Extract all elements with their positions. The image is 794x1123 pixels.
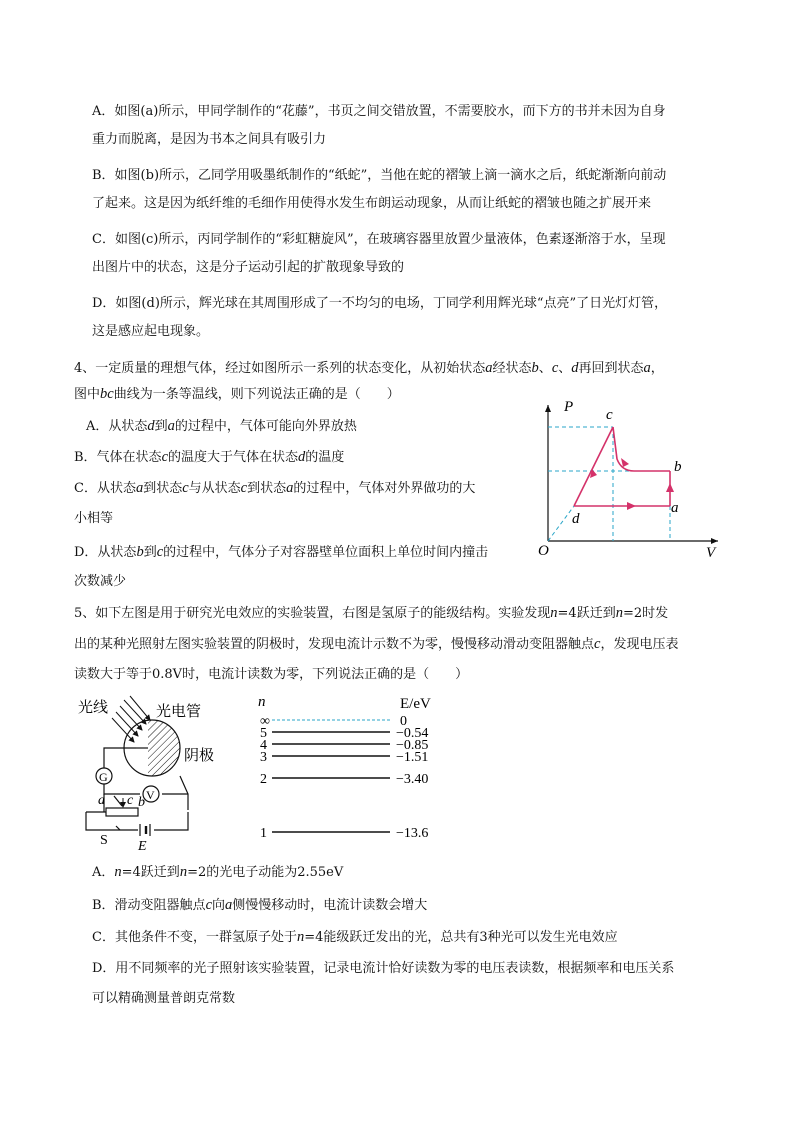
q4-option-d-line1: D．从状态b到c的过程中，气体分子对容器壁单位面积上单位时间内撞击 bbox=[74, 544, 489, 560]
galvanometer-label: G bbox=[99, 770, 108, 784]
state-c-label: c bbox=[606, 407, 613, 423]
q3-option-c-line2: 出图片中的状态，这是分子运动引起的扩散现象导致的 bbox=[92, 260, 405, 275]
q5-stem-line2: 出的某种光照射左图实验装置的阴极时，发现电流计示数不为零，慢慢移动滑动变阻器触点c，发现电压表 bbox=[74, 636, 679, 652]
level-energy-label: −1.51 bbox=[396, 750, 429, 765]
slider-c-label: c bbox=[127, 793, 134, 808]
level-n-label: 2 bbox=[260, 772, 267, 787]
q3-option-d-line2: 这是感应起电现象。 bbox=[92, 324, 210, 339]
level-energy-label: 0 bbox=[400, 714, 407, 729]
e-header: E/eV bbox=[400, 696, 431, 712]
switch-label: S bbox=[100, 833, 108, 848]
n-header: n bbox=[258, 694, 266, 710]
q3-option-b-line1: B．如图(b)所示，乙同学用吸墨纸制作的“纸蛇”，当他在蛇的褶皱上滴一滴水之后，纸蛇渐渐向前动 bbox=[92, 168, 667, 183]
q4-option-b: B．气体在状态c的温度大于气体在状态d的温度 bbox=[74, 449, 345, 465]
emf-label: E bbox=[138, 839, 147, 854]
state-d-label: d bbox=[572, 511, 580, 527]
q5-option-c: C．其他条件不变，一群氢原子处于n=4能级跃迁发出的光，总共有3种光可以发生光电效应 bbox=[92, 929, 618, 945]
process-b-to-c bbox=[613, 427, 670, 471]
level-n-label: 3 bbox=[260, 750, 267, 765]
q3-option-c-line1: C．如图(c)所示，丙同学制作的“彩虹糖旋风”，在玻璃容器里放置少量液体，色素逐渐溶于水，呈现 bbox=[92, 232, 666, 247]
state-b-label: b bbox=[674, 459, 682, 475]
light-label: 光线 bbox=[78, 700, 109, 716]
level-energy-label: −0.54 bbox=[396, 726, 429, 741]
phototube-label: 光电管 bbox=[156, 704, 202, 720]
light-rays bbox=[112, 696, 150, 742]
photoelectric-circuit bbox=[78, 694, 228, 854]
q4-option-a: A．从状态d到a的过程中，气体可能向外界放热 bbox=[86, 418, 357, 434]
v-label: V bbox=[706, 545, 716, 561]
q3-option-a-line1: A．如图(a)所示，甲同学制作的“花藤”，书页之间交错放置，不需要胶水，而下方的书并未因为自身 bbox=[92, 104, 666, 119]
voltmeter-label: V bbox=[146, 788, 155, 802]
p-label: P bbox=[564, 399, 574, 415]
q4-option-c-line2: 小相等 bbox=[74, 511, 114, 526]
energy-level-diagram bbox=[252, 690, 431, 850]
dashed-guides bbox=[548, 427, 670, 541]
cathode-label: 阴极 bbox=[184, 748, 215, 764]
level-n-label: 1 bbox=[260, 826, 267, 841]
state-a-label: a bbox=[671, 500, 679, 516]
level-energy-label: −0.85 bbox=[396, 738, 429, 753]
pv-diagram bbox=[530, 395, 730, 565]
q5-option-d-line1: D．用不同频率的光子照射该实验装置，记录电流计恰好读数为零的电压表读数，根据频率和电压关系 bbox=[92, 961, 675, 976]
level-energy-label: −3.40 bbox=[396, 772, 429, 787]
q4-option-d-line2: 次数减少 bbox=[74, 574, 127, 589]
q3-option-b-line2: 了起来。这是因为纸纤维的毛细作用使得水发生布朗运动现象，从而让纸蛇的褶皱也随之扩展开来 bbox=[92, 196, 652, 211]
rheostat-a-label: a bbox=[98, 793, 105, 808]
q5-stem-line1: 5、如下左图是用于研究光电效应的实验装置，右图是氢原子的能级结构。实验发现n=4跃迁到n=2时发 bbox=[74, 605, 669, 621]
q5-option-d-line2: 可以精确测量普朗克常数 bbox=[92, 991, 236, 1006]
q3-option-d-line1: D．如图(d)所示，辉光球在其周围形成了一不均匀的电场，丁同学利用辉光球“点亮”了日光灯灯管， bbox=[92, 296, 668, 311]
q5-option-b: B．滑动变阻器触点c向a侧慢慢移动时，电流计读数会增大 bbox=[92, 897, 428, 913]
level-n-label: 5 bbox=[260, 726, 267, 741]
q4-stem-line1: 4、一定质量的理想气体，经过如图所示一系列的状态变化，从初始状态a经状态b、c、d再回到状态a， bbox=[74, 360, 664, 376]
origin-label: O bbox=[538, 543, 549, 559]
q5-stem-line3: 读数大于等于0.8V时，电流计读数为零，下列说法正确的是（ ） bbox=[74, 667, 469, 682]
q3-option-a-line2: 重力而脱离，是因为书本之间具有吸引力 bbox=[92, 132, 327, 147]
q5-option-a: A．n=4跃迁到n=2的光电子动能为2.55eV bbox=[92, 864, 344, 880]
level-n-label: ∞ bbox=[260, 714, 270, 729]
q4-option-c-line1: C．从状态a到状态c与从状态c到状态a的过程中，气体对外界做功的大 bbox=[74, 480, 476, 496]
process-c-to-d bbox=[574, 427, 613, 506]
rheostat-icon bbox=[106, 808, 138, 816]
direction-arrows bbox=[590, 458, 674, 510]
q4-stem-line2: 图中bc曲线为一条等温线，则下列说法正确的是（ ） bbox=[74, 386, 400, 402]
level-n-label: 4 bbox=[260, 738, 267, 753]
level-energy-label: −13.6 bbox=[396, 826, 429, 841]
energy-levels bbox=[260, 714, 428, 841]
process-cycle bbox=[574, 427, 670, 506]
rheostat-b-label: b bbox=[138, 795, 145, 810]
